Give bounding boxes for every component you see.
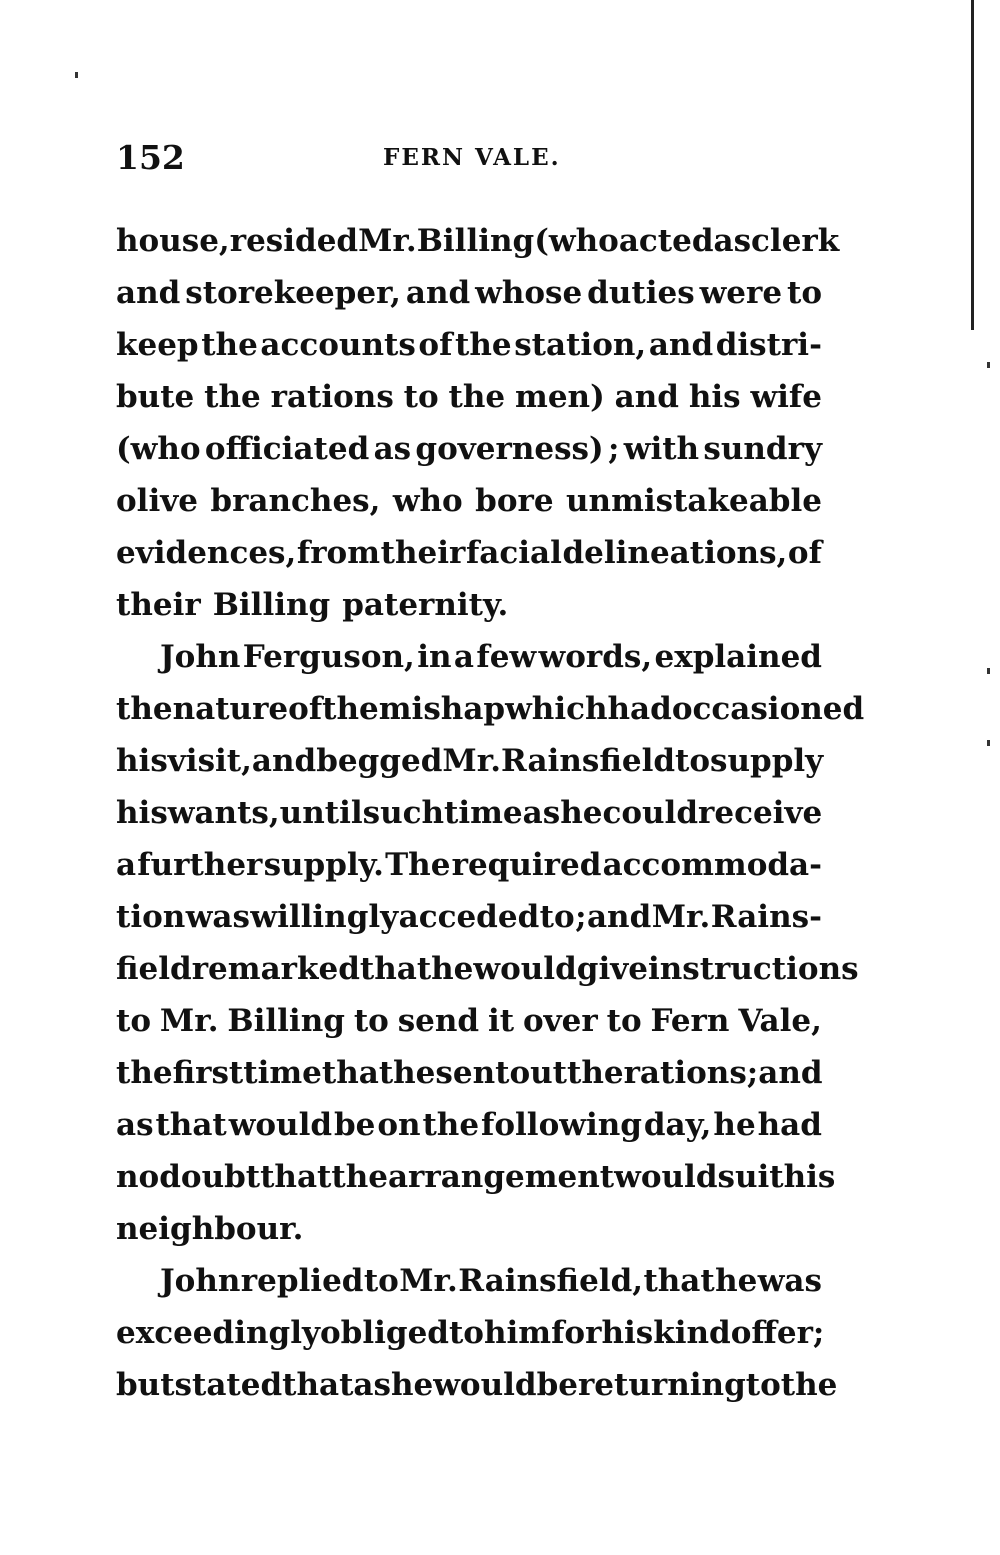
- word: receive: [698, 795, 823, 831]
- word: and: [116, 275, 181, 311]
- word: Mr.: [399, 1263, 458, 1299]
- text-line: [116, 371, 822, 423]
- word: he: [713, 1107, 756, 1143]
- word: explained: [654, 639, 822, 675]
- word: to: [787, 275, 822, 311]
- word: on: [377, 1107, 421, 1143]
- scan-speck: [75, 72, 78, 78]
- word: Rainsfield: [501, 743, 676, 779]
- word: could: [602, 795, 699, 831]
- word: officiated: [204, 431, 370, 467]
- word: no: [116, 1159, 160, 1195]
- page-number: 152: [116, 138, 185, 177]
- word: instructions: [647, 951, 859, 987]
- word: the: [448, 379, 506, 415]
- word: Fern: [650, 1003, 730, 1039]
- word: exceedingly: [116, 1315, 320, 1351]
- text-line: [116, 631, 822, 683]
- word: clerk: [751, 223, 840, 259]
- word: would: [228, 1107, 333, 1143]
- word: Rains-: [710, 899, 822, 935]
- word: sent: [435, 1055, 510, 1091]
- word: ;: [608, 431, 620, 467]
- word: was: [185, 899, 250, 935]
- word: Mr.: [159, 1003, 219, 1039]
- word: the: [422, 1107, 480, 1143]
- word: and: [405, 275, 471, 311]
- word: house,: [116, 223, 230, 259]
- word: wants,: [167, 795, 280, 831]
- word: out: [509, 1055, 567, 1091]
- word: their: [116, 587, 201, 623]
- scan-speck: [987, 740, 990, 746]
- word: wife: [750, 379, 822, 415]
- word: it: [487, 1003, 515, 1039]
- word: he: [431, 951, 474, 987]
- word: kind: [653, 1315, 731, 1351]
- word: accommoda-: [602, 847, 822, 883]
- word: he: [390, 1367, 434, 1403]
- text-line: [116, 1203, 822, 1255]
- word: John: [160, 639, 241, 675]
- word: his: [601, 1315, 654, 1351]
- word: governess): [415, 431, 604, 467]
- word: to: [116, 1003, 151, 1039]
- word: in: [417, 639, 452, 675]
- word: as: [522, 795, 561, 831]
- word: John: [160, 1263, 241, 1299]
- text-line: [116, 891, 822, 943]
- word: resided: [229, 223, 359, 259]
- word: from: [296, 535, 381, 571]
- word: time: [444, 795, 523, 831]
- word: further: [137, 847, 263, 883]
- word: rations: [270, 379, 394, 415]
- word: ;: [575, 899, 587, 935]
- word: (who: [116, 431, 201, 467]
- word: branches,: [210, 483, 381, 519]
- word: he: [393, 1055, 436, 1091]
- text-line: [116, 1359, 838, 1411]
- word: The: [385, 847, 451, 883]
- paragraph: [116, 1255, 838, 1411]
- word: duties: [587, 275, 695, 311]
- word: ;: [812, 1315, 825, 1351]
- word: as: [373, 431, 412, 467]
- word: his: [116, 795, 168, 831]
- word: the: [322, 691, 379, 727]
- word: be: [333, 1107, 376, 1143]
- word: that: [155, 1107, 227, 1143]
- word: his: [783, 1159, 836, 1195]
- word: Billing: [212, 587, 331, 623]
- word: to: [363, 1263, 399, 1299]
- word: to: [606, 1003, 642, 1039]
- text-line: [116, 267, 822, 319]
- word: his: [688, 379, 741, 415]
- word: had: [757, 1107, 822, 1143]
- word: he: [715, 1263, 758, 1299]
- word: to: [745, 1367, 781, 1403]
- word: mishap: [378, 691, 506, 727]
- word: would: [473, 951, 577, 987]
- word: unmistakeable: [566, 483, 822, 519]
- word: Vale,: [738, 1003, 822, 1039]
- word: Rainsfield,: [458, 1263, 644, 1299]
- word: be: [536, 1367, 578, 1403]
- scan-border-line: [971, 0, 974, 330]
- word: him: [483, 1315, 552, 1351]
- word: which: [505, 691, 608, 727]
- word: Mr.: [358, 223, 417, 259]
- word: to: [539, 899, 575, 935]
- word: (who: [534, 223, 619, 259]
- word: to: [353, 1003, 389, 1039]
- word: whose: [475, 275, 583, 311]
- word: as: [116, 1107, 154, 1143]
- word: give: [576, 951, 648, 987]
- word: and: [648, 327, 714, 363]
- word: following: [481, 1107, 642, 1143]
- paragraph: [116, 631, 865, 1255]
- word: for: [551, 1315, 602, 1351]
- text-line: [116, 735, 822, 787]
- word: to: [403, 379, 439, 415]
- word: a: [116, 847, 137, 883]
- page-header: [116, 138, 822, 178]
- text-line: [116, 839, 822, 891]
- word: first: [172, 1055, 244, 1091]
- word: and: [758, 1055, 823, 1091]
- word: accounts: [260, 327, 416, 363]
- word: to: [448, 1315, 484, 1351]
- word: Billing: [227, 1003, 345, 1039]
- word: nature: [172, 691, 289, 727]
- word: was: [757, 1263, 822, 1299]
- word: acceded: [398, 899, 540, 935]
- paragraph: [116, 215, 840, 631]
- text-line: [116, 1255, 822, 1307]
- text-line: [116, 683, 865, 735]
- word: and: [251, 743, 317, 779]
- text-line: [116, 527, 822, 579]
- word: bute: [116, 379, 195, 415]
- word: the: [331, 1159, 388, 1195]
- word: day,: [643, 1107, 712, 1143]
- word: over: [522, 1003, 598, 1039]
- word: distri-: [715, 327, 822, 363]
- word: facial: [465, 535, 562, 571]
- word: were: [699, 275, 783, 311]
- word: words,: [538, 639, 653, 675]
- text-line: [116, 787, 822, 839]
- word: with: [623, 431, 700, 467]
- word: as: [713, 223, 752, 259]
- word: visit,: [167, 743, 252, 779]
- word: he: [560, 795, 603, 831]
- word: offer: [730, 1315, 813, 1351]
- text-line: [116, 1099, 822, 1151]
- word: ;: [746, 1055, 759, 1091]
- word: delineations,: [562, 535, 788, 571]
- text-line: [116, 1047, 822, 1099]
- word: occasioned: [671, 691, 865, 727]
- word: olive: [116, 483, 198, 519]
- word: but: [116, 1367, 175, 1403]
- word: doubt: [159, 1159, 261, 1195]
- word: supply: [710, 743, 824, 779]
- word: of: [288, 691, 323, 727]
- text-line: [116, 423, 822, 475]
- word: and: [586, 899, 652, 935]
- word: remarked: [191, 951, 360, 987]
- body-text: [116, 215, 865, 1411]
- word: Mr.: [651, 899, 711, 935]
- text-line: [116, 475, 822, 527]
- word: acted: [618, 223, 714, 259]
- word: who: [392, 483, 463, 519]
- word: stated: [174, 1367, 283, 1403]
- word: the: [116, 691, 173, 727]
- word: returning: [577, 1367, 746, 1403]
- word: that: [321, 1055, 394, 1091]
- text-line: [116, 319, 822, 371]
- word: evidences,: [116, 535, 297, 571]
- word: the: [567, 1055, 624, 1091]
- text-line: [116, 215, 840, 267]
- word: that: [643, 1263, 715, 1299]
- word: and: [614, 379, 679, 415]
- word: the: [201, 327, 258, 363]
- word: until: [279, 795, 363, 831]
- word: sundry: [703, 431, 822, 467]
- word: his: [116, 743, 168, 779]
- word: time: [243, 1055, 322, 1091]
- word: their: [380, 535, 466, 571]
- word: storekeeper,: [185, 275, 401, 311]
- scan-speck: [987, 668, 990, 674]
- word: rations: [623, 1055, 747, 1091]
- word: station,: [514, 327, 647, 363]
- word: as: [353, 1367, 391, 1403]
- word: would: [614, 1159, 718, 1195]
- word: a: [453, 639, 475, 675]
- word: paternity.: [342, 587, 509, 623]
- word: to: [675, 743, 711, 779]
- word: the: [204, 379, 261, 415]
- word: begged: [316, 743, 443, 779]
- word: willingly: [250, 899, 399, 935]
- word: bore: [475, 483, 554, 519]
- word: required: [451, 847, 602, 883]
- word: replied: [240, 1263, 364, 1299]
- word: that: [282, 1367, 354, 1403]
- scan-speck: [987, 362, 990, 368]
- word: send: [397, 1003, 480, 1039]
- word: tion: [116, 899, 186, 935]
- word: suit: [717, 1159, 784, 1195]
- word: Mr.: [442, 743, 501, 779]
- word: men): [515, 379, 605, 415]
- text-line: [116, 1307, 825, 1359]
- word: had: [607, 691, 672, 727]
- word: the: [455, 327, 512, 363]
- word: arrangement: [387, 1159, 615, 1195]
- text-line: [116, 1151, 836, 1203]
- word: that: [359, 951, 432, 987]
- text-line: [116, 579, 822, 631]
- word: that: [260, 1159, 332, 1195]
- text-line: [116, 995, 822, 1047]
- word: would: [433, 1367, 537, 1403]
- word: such: [362, 795, 445, 831]
- word: neighbour.: [116, 1211, 304, 1247]
- word: supply.: [263, 847, 384, 883]
- word: field: [116, 951, 192, 987]
- word: of: [418, 327, 453, 363]
- text-line: [116, 943, 859, 995]
- word: of: [787, 535, 822, 571]
- running-title: FERN VALE.: [383, 144, 561, 171]
- word: keep: [116, 327, 199, 363]
- word: the: [116, 1055, 173, 1091]
- word: obliged: [319, 1315, 449, 1351]
- word: Ferguson,: [242, 639, 415, 675]
- word: Billing: [416, 223, 535, 259]
- word: the: [780, 1367, 838, 1403]
- word: few: [476, 639, 537, 675]
